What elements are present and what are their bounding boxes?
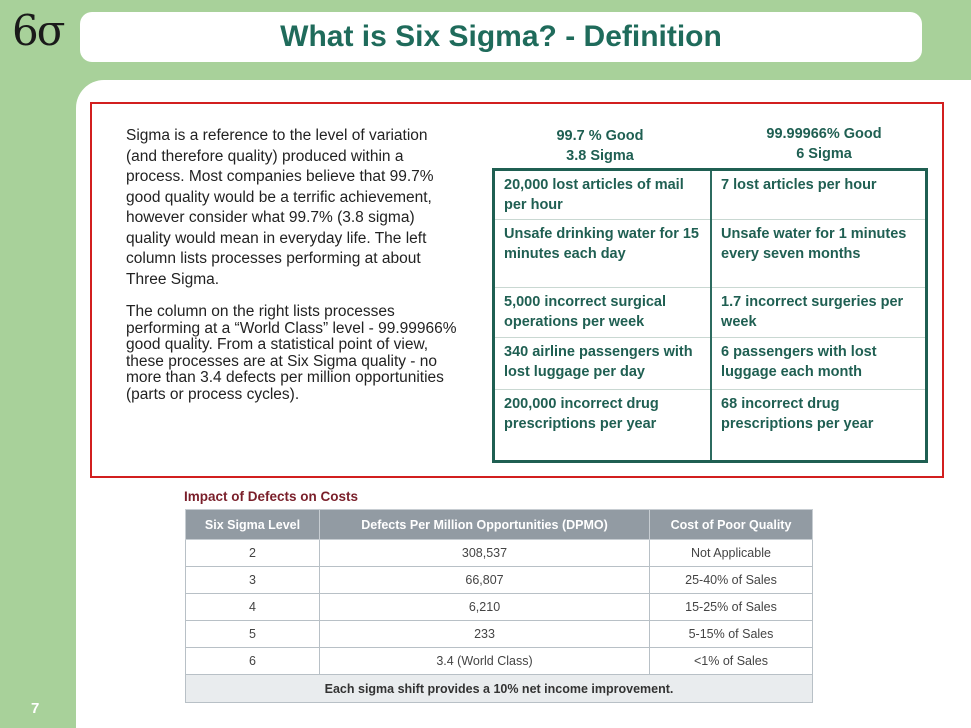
sigma-level-cell: 2 [186,540,320,567]
three-sigma-cell: 200,000 incorrect drug prescriptions per year [494,390,712,462]
cost-cell: 15-25% of Sales [650,594,813,621]
costs-table [185,509,813,703]
three-sigma-cell: 20,000 lost articles of mail per hour [494,170,712,220]
costs-header-row [186,510,813,540]
dpmo-cell: 66,807 [320,567,650,594]
definition-text [126,126,461,403]
three-sigma-column-header [516,126,684,166]
dpmo-cell: 6,210 [320,594,650,621]
dpmo-cell: 3.4 (World Class) [320,648,650,675]
definition-paragraph-2: The column on the right lists processes performing at a “World Class” level - 99.99966% good quality. From a statistical point of view, these processes are at Six Sigma quality - no more than 3.4 defects per million opportunities (parts or process cycles). [126,303,457,403]
cost-cell: 5-15% of Sales [650,621,813,648]
page-number: 7 [31,700,40,717]
table-row [186,621,813,648]
three-sigma-header-line1: 99.7 % Good [556,128,644,144]
three-sigma-cell: 5,000 incorrect surgical operations per week [494,288,712,338]
six-sigma-cell: 6 passengers with lost luggage each month [711,338,926,390]
sigma-level-cell: 6 [186,648,320,675]
six-sigma-header-line1: 99.99966% Good [766,126,882,142]
title-bar [80,12,922,62]
table-row [186,594,813,621]
comparison-table [492,168,928,463]
three-sigma-cell: 340 airline passengers with lost luggage per day [494,338,712,390]
comparison-row [494,390,927,462]
cost-cell: Not Applicable [650,540,813,567]
table-row [186,540,813,567]
six-sigma-cell: 68 incorrect drug prescriptions per year [721,396,874,432]
table-row [186,567,813,594]
sigma-level-cell: 4 [186,594,320,621]
definition-paragraph-1: Sigma is a reference to the level of variation (and therefore quality) produced within a process. Most companies believe that 99.7% good quality would be a terrific achievement, however consider what 99.7% (3.8 sigma) quality would mean in everyday life. The left column lists processes performing at about Three Sigma. [126,127,434,288]
six-sigma-cell: 7 lost articles per hour [711,170,926,220]
header-cost-of-poor-quality: Cost of Poor Quality [650,510,813,540]
comparison-row [494,170,927,220]
six-sigma-logo: 6σ [12,6,64,55]
costs-footer-row [186,675,813,703]
cost-cell: <1% of Sales [650,648,813,675]
six-sigma-header-line2: 6 Sigma [796,146,852,162]
cost-cell: 25-40% of Sales [650,567,813,594]
header-sigma-level: Six Sigma Level [186,510,320,540]
comparison-row [494,220,927,288]
slide-title: What is Six Sigma? - Definition [280,20,722,53]
sigma-level-cell: 5 [186,621,320,648]
dpmo-cell: 308,537 [320,540,650,567]
sigma-level-cell: 3 [186,567,320,594]
costs-footer-note: Each sigma shift provides a 10% net income improvement. [186,675,813,703]
table-row [186,648,813,675]
six-sigma-cell: 1.7 incorrect surgeries per week [711,288,926,338]
comparison-row [494,338,927,390]
six-sigma-column-header [732,124,916,164]
dpmo-cell: 233 [320,621,650,648]
header-dpmo: Defects Per Million Opportunities (DPMO) [320,510,650,540]
three-sigma-header-line2: 3.8 Sigma [566,148,634,164]
definition-box [90,102,944,478]
costs-table-title: Impact of Defects on Costs [184,489,359,504]
comparison-row [494,288,927,338]
six-sigma-cell: Unsafe water for 1 minutes every seven months [711,220,926,288]
three-sigma-cell: Unsafe drinking water for 15 minutes each day [494,220,712,288]
slide-content [76,80,971,728]
